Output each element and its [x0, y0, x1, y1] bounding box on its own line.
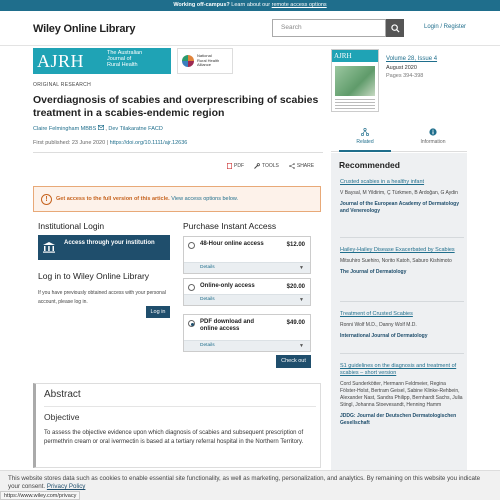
recommended-authors: Ronni Wolf M.D., Danny Wolf M.D.	[340, 322, 417, 328]
tools-label: TOOLS	[262, 163, 279, 169]
privacy-policy-link[interactable]: Privacy Policy	[46, 483, 86, 490]
status-bar-url: https://www.wiley.com/privacy	[0, 491, 80, 500]
author-link[interactable]: Claire Felmingham MBBS	[33, 126, 97, 132]
journal-abbr: AJRH	[37, 51, 85, 71]
publication-info	[33, 140, 187, 146]
tab-related[interactable]	[331, 128, 399, 145]
purchase-option-details[interactable]	[184, 262, 310, 273]
site-logo[interactable]: Wiley Online Library	[33, 23, 136, 35]
author-separator: ,	[105, 126, 107, 132]
purchase-option-radio[interactable]	[188, 320, 195, 327]
remote-access-banner	[0, 0, 500, 11]
doi-link[interactable]: https://doi.org/10.1111/ajr.12636	[109, 140, 188, 146]
pdf-button[interactable]	[227, 163, 244, 169]
purchase-option-name: PDF download and online access	[200, 319, 254, 332]
recommended-journal[interactable]: The Journal of Dermatology	[340, 269, 407, 275]
active-tab-indicator	[339, 150, 391, 152]
published-date: 23 June 2020	[71, 140, 106, 146]
journal-name-line: Rural Health	[107, 62, 138, 68]
recommended-panel	[331, 153, 467, 473]
issue-link[interactable]: Volume 28, Issue 4	[386, 56, 438, 62]
author-list	[33, 125, 163, 132]
institution-access-button[interactable]	[38, 235, 170, 260]
purchase-option-row[interactable]	[184, 237, 310, 261]
recommended-item	[340, 179, 464, 215]
abstract-text: To assess the objective evidence upon which diagnosis of scabies and subsequent prescription of permethrin cream or oral ivermectin is based at a tertiary referral hospital in the Northern Territory.	[44, 430, 304, 445]
purchase-option-radio[interactable]	[188, 242, 195, 249]
share-button[interactable]	[289, 163, 314, 169]
divider	[44, 406, 316, 407]
purchase-heading: Purchase Instant Access	[183, 221, 277, 231]
author-link[interactable]: Dev Tilakaratne FACD	[108, 126, 163, 132]
remote-access-bold: Working off-campus?	[173, 2, 230, 8]
details-label: Details	[200, 297, 215, 302]
details-label: Details	[200, 265, 215, 270]
abstract-section	[33, 383, 321, 468]
pub-separator: |	[106, 140, 110, 146]
journal-name-line: The Australian	[107, 50, 143, 56]
recommended-title[interactable]: Crusted scabies in a healthy infant	[340, 179, 425, 185]
remote-access-link[interactable]: remote access options	[271, 2, 327, 8]
checkout-button[interactable]: Check out	[276, 355, 311, 368]
abstract-subheading: Objective	[44, 412, 80, 422]
journal-name	[107, 50, 142, 68]
share-icon	[289, 163, 295, 169]
purchase-option-name: 48-Hour online access	[200, 241, 264, 247]
recommended-title[interactable]: Hailey-Hailey Disease Exacerbated by Scabies	[340, 247, 455, 253]
site-header	[0, 11, 500, 46]
sidebar-tabs	[331, 122, 467, 152]
purchase-option-name: Online-only access	[200, 283, 255, 289]
recommended-heading: Recommended	[339, 160, 400, 170]
purchase-option-details[interactable]	[184, 294, 310, 305]
info-icon	[429, 128, 437, 136]
abstract-heading: Abstract	[44, 389, 81, 400]
wiley-login-text: If you have previously obtained access with your personal account, please log in.	[38, 290, 166, 305]
search-input[interactable]	[272, 19, 386, 37]
tools-button[interactable]	[254, 163, 279, 169]
access-notice	[33, 186, 321, 212]
journal-name-line: Journal of	[107, 56, 132, 62]
published-label: First published:	[33, 140, 71, 146]
chevron-down-icon: ▼	[299, 297, 304, 303]
share-label: SHARE	[296, 163, 315, 169]
chevron-down-icon: ▼	[299, 343, 304, 349]
purchase-option[interactable]	[183, 314, 311, 352]
recommended-authors: Cord Sunderkötter, Hermann Feldmeier, Regina Fölster-Holst, Bertram Geisel, Sabine Klinke-Rehbein, Alexander Nast, Sandra Philipp, Bernhardt Sachs, Julia Stingl, Johanna Stoevesandt, Henning Hamm	[340, 381, 463, 408]
journal-banner[interactable]	[33, 48, 171, 74]
issue-pages: Pages 394-398	[386, 73, 424, 79]
recommended-title[interactable]: S1 guidelines on the diagnosis and treatment of scabies – short version	[340, 363, 457, 376]
recommended-journal[interactable]: International Journal of Dermatology	[340, 333, 428, 339]
chevron-down-icon: ▼	[299, 265, 304, 271]
issue-date: August 2020	[386, 65, 417, 71]
partner-logo[interactable]	[177, 48, 233, 74]
journal-cover[interactable]	[331, 49, 379, 112]
partner-name-line: National	[197, 53, 212, 58]
purchase-option-price: $20.00	[286, 284, 305, 290]
recommended-item	[340, 247, 464, 276]
institution-access-label: Access through your institution	[64, 240, 155, 246]
recommended-title[interactable]: Treatment of Crusted Scabies	[340, 311, 413, 317]
article-title: Overdiagnosis of scabies and overprescribing of scabies treatment in a scabies-endemic region	[33, 94, 319, 119]
search-icon	[391, 24, 400, 33]
access-message	[56, 196, 238, 202]
cover-image	[335, 66, 375, 96]
tab-information-label: Information	[420, 139, 446, 145]
institutional-login-heading: Institutional Login	[38, 221, 105, 231]
purchase-option-details[interactable]	[184, 340, 310, 351]
wiley-login-heading: Log in to Wiley Online Library	[38, 271, 150, 281]
recommended-item	[340, 311, 464, 340]
pdf-label: PDF	[234, 163, 244, 169]
purchase-option-row[interactable]	[184, 279, 310, 295]
email-icon[interactable]	[98, 125, 104, 130]
recommended-journal[interactable]: JDDG: Journal der Deutschen Dermatologischen Gesellschaft	[340, 413, 457, 426]
search-placeholder: Search	[281, 24, 302, 31]
remote-access-text: Learn about our	[229, 2, 272, 8]
purchase-option-row[interactable]	[184, 315, 310, 339]
purchase-option-price: $49.00	[286, 320, 305, 326]
tab-information[interactable]	[399, 128, 467, 145]
institution-icon	[42, 241, 56, 253]
divider	[340, 237, 464, 238]
login-register-link[interactable]: Login / Register	[424, 24, 467, 30]
partner-name-line: Rural Health	[197, 57, 220, 63]
recommended-item	[340, 363, 464, 427]
tab-related-label: Related	[356, 139, 374, 145]
pdf-icon	[227, 163, 232, 169]
divider	[33, 152, 323, 153]
cookie-message: This website stores data such as cookies to enable essential site functionality, as well as marketing, personalization, and analytics. By remaining on this website you indicate your consent.	[8, 475, 481, 490]
partner-name-line: Alliance	[197, 62, 212, 68]
partner-logo-mark	[182, 55, 194, 67]
recommended-journal[interactable]: Journal of the European Academy of Dermatology and Venereology	[340, 201, 460, 214]
purchase-option-radio[interactable]	[188, 284, 195, 291]
purchase-option[interactable]	[183, 278, 311, 306]
details-label: Details	[200, 343, 215, 348]
divider	[340, 353, 464, 354]
divider	[340, 301, 464, 302]
purchase-option-price: $12.00	[286, 242, 305, 248]
cookie-text	[8, 475, 488, 491]
related-icon	[361, 128, 369, 136]
article-tools	[227, 163, 314, 169]
recommended-authors: V Baysal, M Yildirim, Ç Türkmen, B Ardoğan, G Aydin	[340, 190, 458, 196]
search-button[interactable]	[386, 19, 404, 37]
cover-title: AJRH	[332, 50, 378, 62]
cover-text-lines	[335, 99, 375, 109]
purchase-option[interactable]	[183, 236, 311, 274]
recommended-authors: Mitsuhiro Suehiro, Norito Katoh, Saburo Kishimoto	[340, 258, 452, 264]
wrench-icon	[254, 163, 260, 169]
login-button[interactable]: Log in	[146, 306, 170, 318]
partner-name	[197, 54, 219, 68]
access-options-link[interactable]: View access options below.	[171, 196, 239, 202]
access-message-bold: Get access to the full version of this article.	[56, 196, 170, 202]
article-type: ORIGINAL RESEARCH	[33, 82, 91, 88]
info-icon: !	[41, 194, 52, 205]
